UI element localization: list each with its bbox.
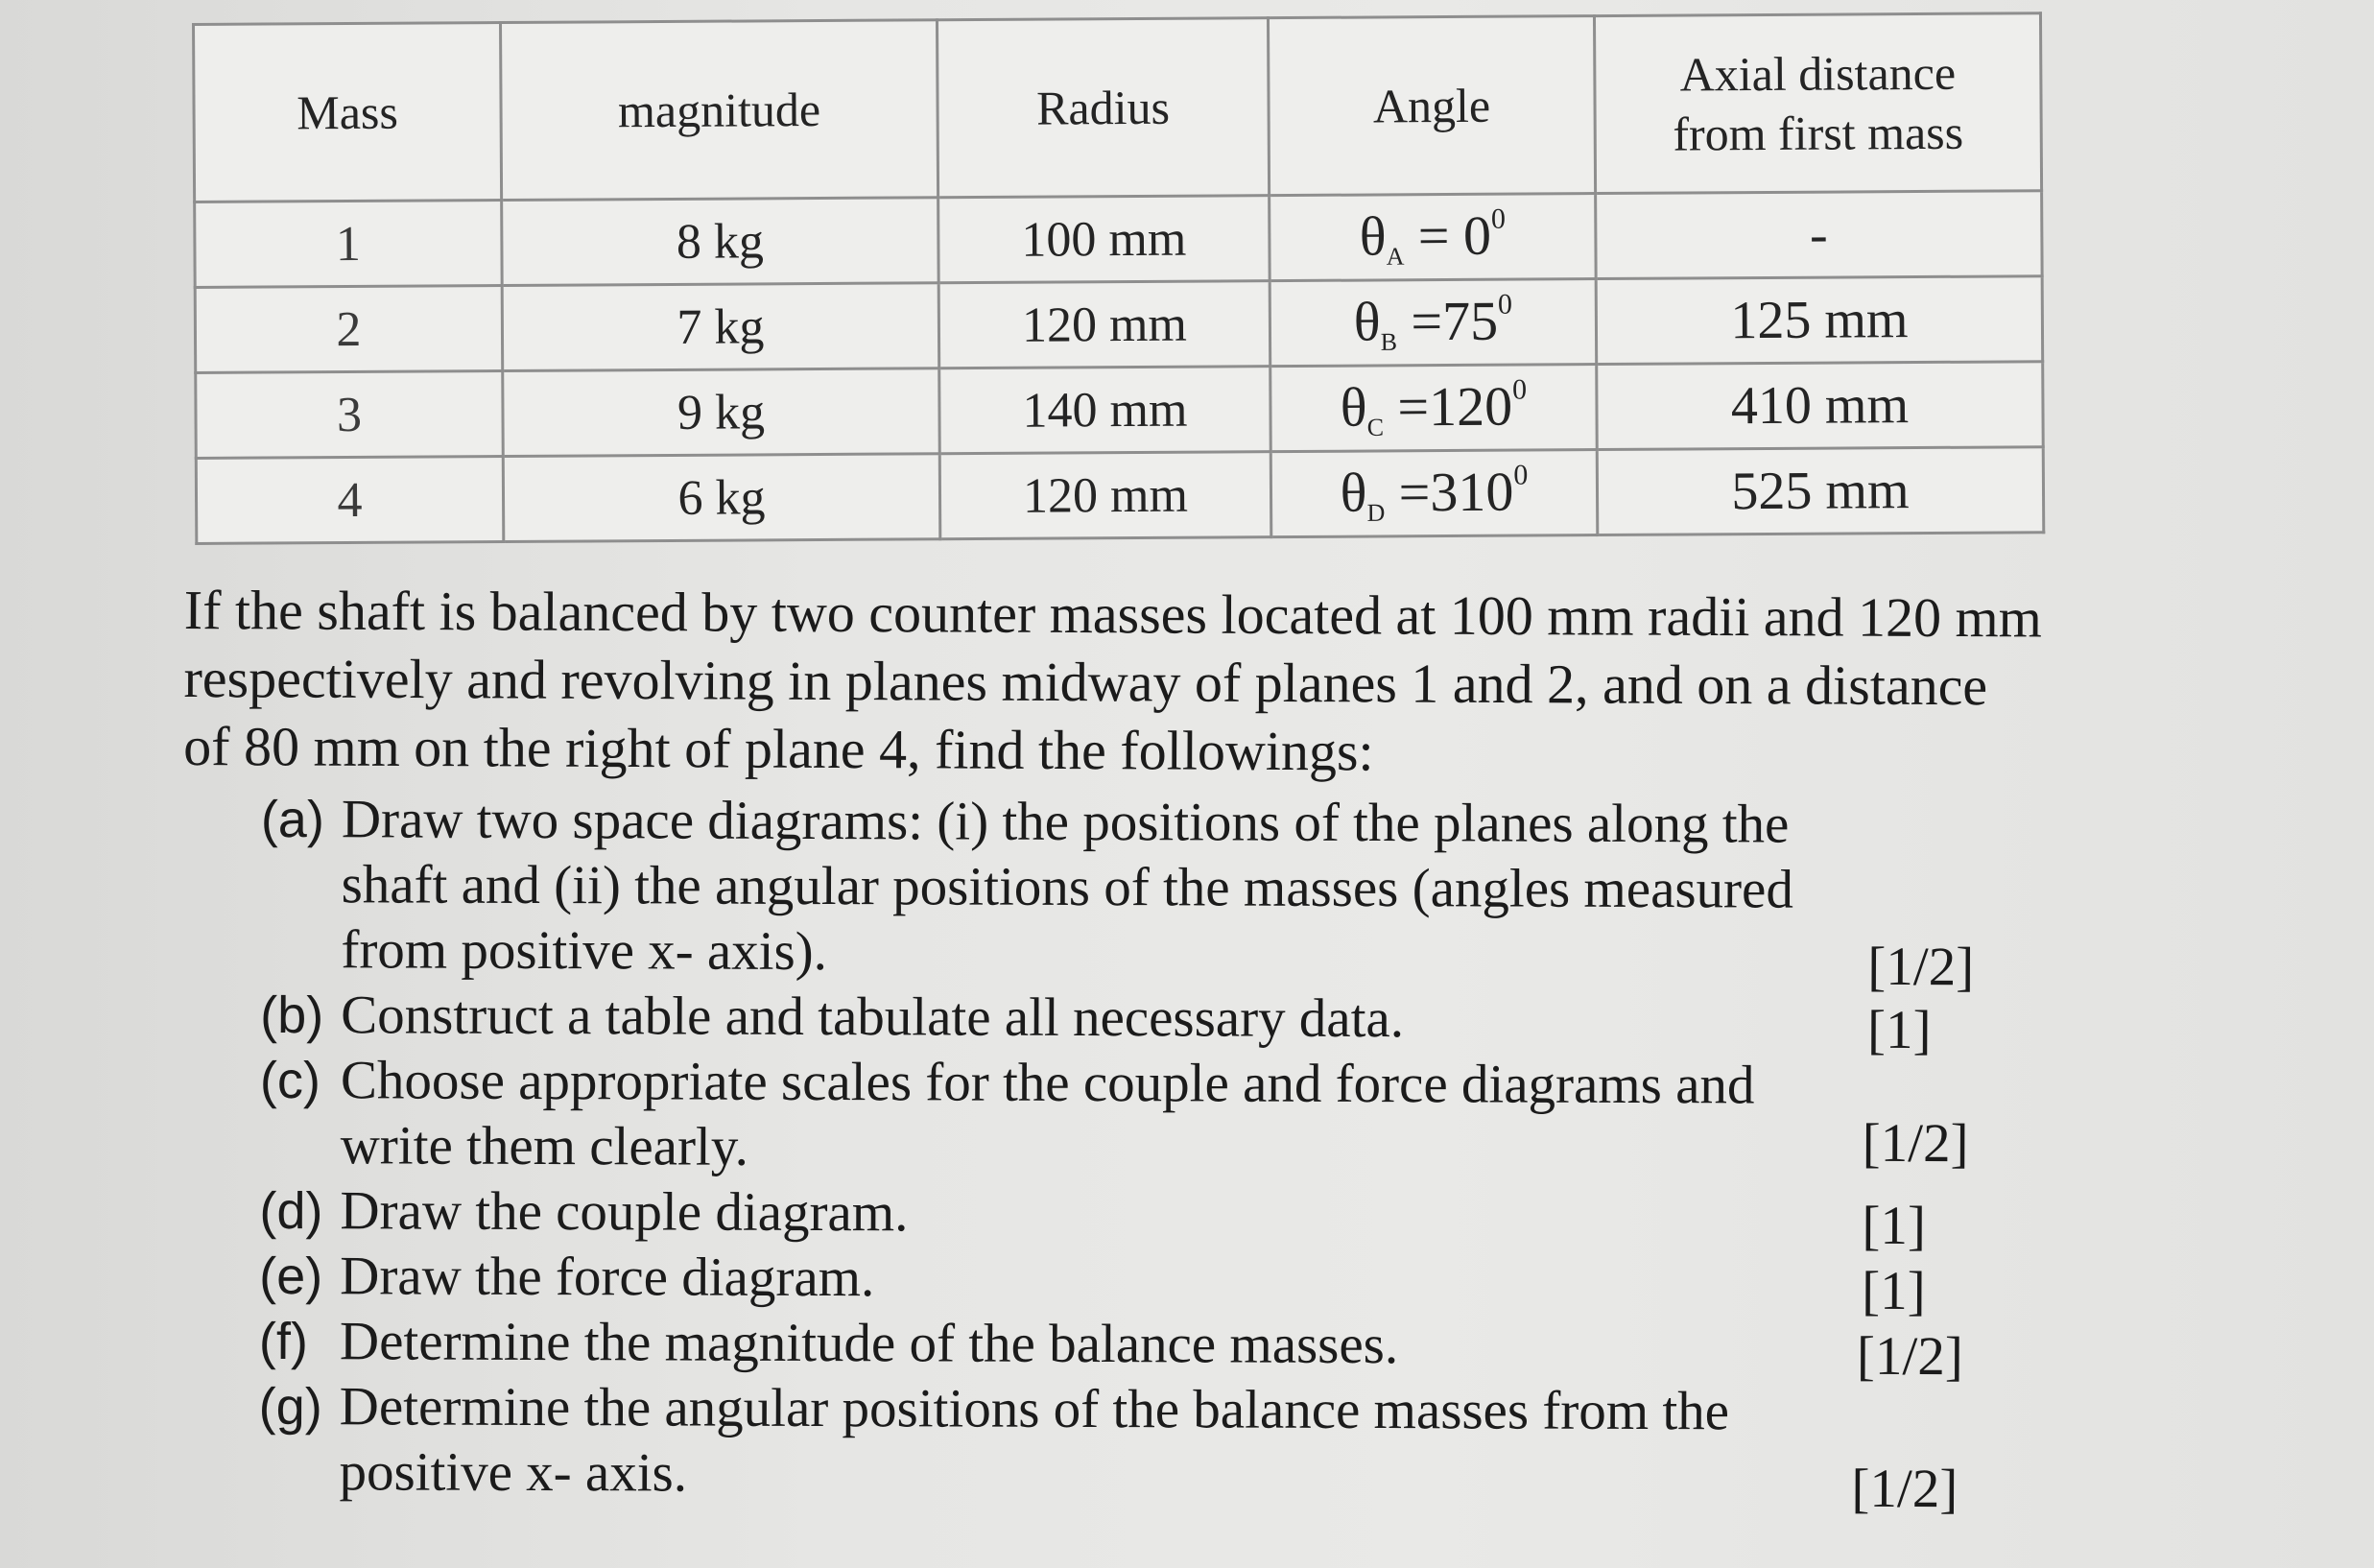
- angle-symbol: θ: [1353, 290, 1381, 353]
- angle-symbol: θ: [1340, 375, 1367, 439]
- task-marks: [1/2]: [1851, 1458, 1959, 1520]
- angle-symbol: θ: [1340, 461, 1367, 524]
- cell-magnitude: 7 kg: [502, 283, 939, 371]
- cell-magnitude: 8 kg: [502, 198, 939, 286]
- task-marks: [1]: [1862, 1260, 1926, 1322]
- angle-subscript: C: [1366, 413, 1385, 441]
- task-item: [260, 983, 2045, 1061]
- table-header-row: [194, 13, 2042, 202]
- angle-symbol: θ: [1359, 204, 1387, 268]
- header-axial-distance: [1594, 13, 2041, 194]
- angle-value: =120: [1383, 374, 1513, 439]
- cell-axial-distance: 125 mm: [1596, 276, 2043, 365]
- task-list: [258, 787, 2046, 1520]
- header-axial-line2: from first mass: [1673, 105, 1964, 161]
- cell-magnitude: 6 kg: [503, 454, 940, 542]
- mass-data-table: [192, 12, 2045, 545]
- cell-mass: 4: [196, 457, 504, 544]
- cell-angle: [1270, 194, 1597, 281]
- degree-superscript: 0: [1490, 202, 1507, 235]
- task-text: Choose appropriate scales for the couple and force diagrams and write them clearly.: [340, 1050, 1755, 1177]
- task-item: [260, 1048, 2045, 1184]
- cell-magnitude: 9 kg: [503, 368, 940, 457]
- cell-angle: [1270, 279, 1597, 367]
- task-letter: (d): [259, 1181, 323, 1241]
- header-axial-line1: Axial distance: [1679, 45, 1957, 102]
- angle-subscript: D: [1366, 498, 1386, 527]
- task-letter: (e): [259, 1247, 323, 1306]
- task-item: [259, 1244, 2044, 1322]
- table-row: [196, 447, 2044, 544]
- cell-mass: 3: [196, 371, 504, 459]
- task-text: Determine the angular positions of the balance masses from the positive x- axis.: [339, 1376, 1730, 1504]
- task-text: Construct a table and tabulate all necessary data.: [341, 985, 1405, 1050]
- task-marks: [1/2]: [1867, 936, 1975, 998]
- angle-subscript: B: [1380, 327, 1398, 356]
- cell-radius: 140 mm: [939, 367, 1271, 454]
- angle-value: =310: [1384, 460, 1514, 524]
- cell-axial-distance: 410 mm: [1597, 362, 2044, 450]
- question-intro: If the shaft is balanced by two counter masses located at 100 mm radii and 120 mm respectively and revolving in planes midway of planes 1 and 2, and on a distance of 80 mm on the right of plane 4, find the followings:: [183, 579, 2043, 783]
- cell-mass: 2: [195, 286, 503, 373]
- cell-angle: [1270, 450, 1598, 537]
- task-letter: (g): [258, 1377, 322, 1437]
- task-text: Draw the force diagram.: [340, 1246, 875, 1309]
- task-item: [259, 1178, 2044, 1257]
- cell-radius: 120 mm: [939, 452, 1271, 539]
- task-text: Draw two space diagrams: (i) the positions of the planes along the shaft and (ii) the angular positions of the masses (angles measured from positive x- axis).: [341, 789, 1794, 983]
- table-row: [195, 276, 2043, 373]
- header-radius: Radius: [937, 18, 1269, 198]
- degree-superscript: 0: [1513, 459, 1529, 491]
- task-marks: [1]: [1862, 1195, 1926, 1257]
- cell-axial-distance: -: [1596, 191, 2043, 279]
- cell-axial-distance: 525 mm: [1597, 447, 2044, 535]
- task-item: [258, 1309, 2044, 1388]
- task-letter: (c): [259, 1051, 321, 1110]
- cell-angle: [1270, 365, 1598, 452]
- table-row: [196, 362, 2044, 459]
- degree-superscript: 0: [1497, 288, 1513, 321]
- angle-value: = 0: [1404, 203, 1492, 268]
- task-item: [258, 1374, 2043, 1520]
- header-mass: Mass: [194, 23, 502, 202]
- angle-subscript: A: [1386, 242, 1405, 271]
- task-marks: [1/2]: [1856, 1325, 1963, 1388]
- angle-value: =75: [1396, 289, 1499, 353]
- header-magnitude: magnitude: [501, 20, 938, 201]
- task-text: Determine the magnitude of the balance masses.: [339, 1311, 1399, 1376]
- task-text: Draw the couple diagram.: [340, 1180, 909, 1244]
- task-letter: (b): [260, 986, 324, 1045]
- header-angle: Angle: [1268, 16, 1595, 196]
- table-row: [195, 191, 2043, 288]
- task-marks: [1/2]: [1862, 1112, 1969, 1175]
- task-letter: (f): [258, 1312, 309, 1371]
- cell-mass: 1: [195, 201, 503, 288]
- task-item: [260, 787, 2046, 998]
- task-marks: [1]: [1867, 999, 1932, 1061]
- degree-superscript: 0: [1511, 373, 1528, 406]
- task-letter: (a): [260, 791, 324, 849]
- cell-radius: 120 mm: [938, 281, 1270, 368]
- cell-radius: 100 mm: [938, 196, 1270, 283]
